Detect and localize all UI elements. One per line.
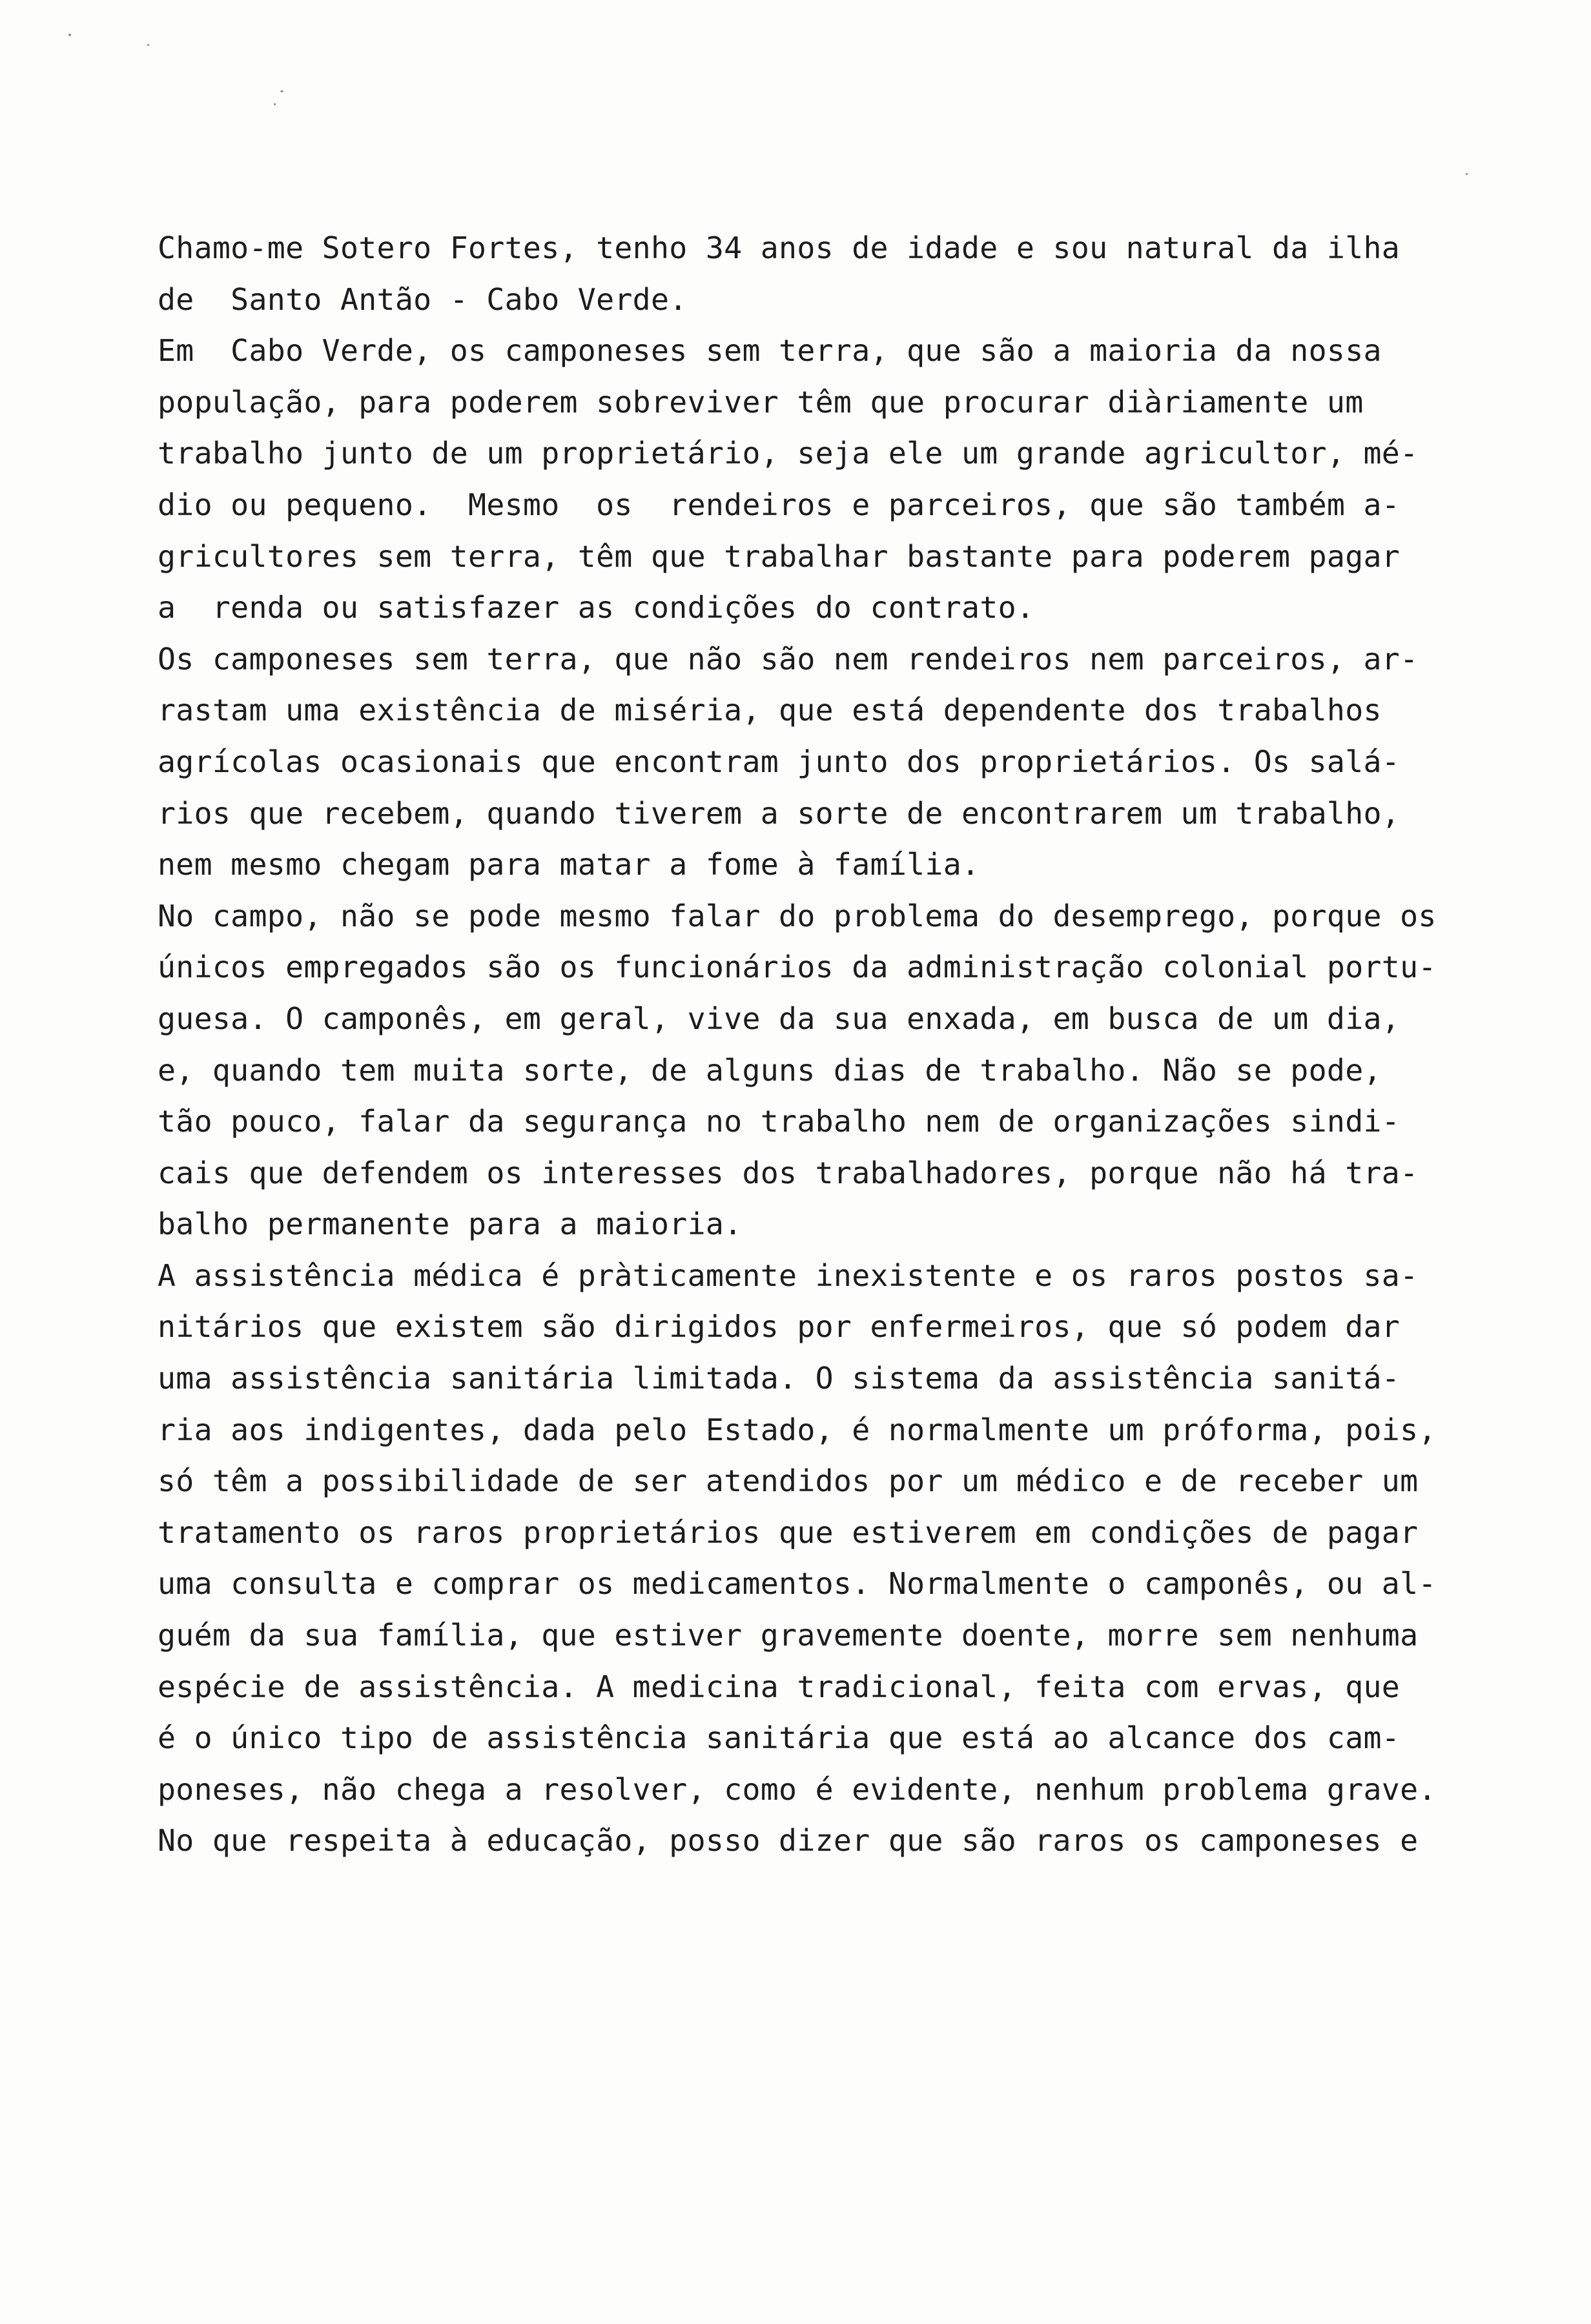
scan-speck [280,90,283,92]
text-line: espécie de assistência. A medicina tradicional, feita com ervas, que [158,1669,1401,1704]
text-line: guesa. O camponês, em geral, vive da sua enxada, em busca de um dia, [158,1001,1401,1036]
scan-speck [1466,173,1468,175]
text-line: é o único tipo de assistência sanitária que está ao alcance dos cam- [158,1720,1401,1756]
scan-speck [274,103,276,105]
text-line: a renda ou satisfazer as condições do contrato. [158,590,1035,626]
text-line: agrícolas ocasionais que encontram junto dos proprietários. Os salá- [158,744,1401,779]
text-line: No que respeita à educação, posso dizer que são raros os camponeses e [158,1823,1419,1859]
text-line: ria aos indigentes, dada pelo Estado, é normalmente um próforma, pois, [158,1412,1437,1447]
text-line: guém da sua família, que estiver gravemente doente, morre sem nenhuma [158,1618,1419,1653]
text-line: Chamo-me Sotero Fortes, tenho 34 anos de idade e sou natural da ilha [158,230,1401,265]
text-line: rastam uma existência de miséria, que está dependente dos trabalhos [158,693,1382,728]
text-line: uma assistência sanitária limitada. O sistema da assistência sanitá- [158,1361,1401,1396]
text-line: únicos empregados são os funcionários da administração colonial portu- [158,950,1437,985]
text-line: poneses, não chega a resolver, como é evidente, nenhum problema grave. [158,1771,1437,1807]
text-line: nitários que existem são dirigidos por enfermeiros, que só podem dar [158,1309,1401,1345]
text-line: gricultores sem terra, têm que trabalhar bastante para poderem pagar [158,538,1401,574]
text-line: A assistência médica é pràticamente inexistente e os raros postos sa- [158,1258,1419,1293]
text-line: uma consulta e comprar os medicamentos. Normalmente o camponês, ou al- [158,1566,1437,1602]
text-line: de Santo Antão - Cabo Verde. [158,281,688,317]
text-line: população, para poderem sobreviver têm que procurar diàriamente um [158,384,1364,420]
text-line: e, quando tem muita sorte, de alguns dias de trabalho. Não se pode, [158,1052,1382,1088]
text-line: tão pouco, falar da segurança no trabalho nem de organizações sindi- [158,1104,1401,1139]
typewritten-text [158,223,1501,1867]
text-line: dio ou pequeno. Mesmo os rendeiros e parceiros, que são também a- [158,487,1401,522]
text-line: trabalho junto de um proprietário, seja ele um grande agricultor, mé- [158,436,1419,471]
text-line: balho permanente para a maioria. [158,1207,743,1242]
text-line: só têm a possibilidade de ser atendidos por um médico e de receber um [158,1463,1419,1499]
text-line: nem mesmo chegam para matar a fome à família. [158,847,980,882]
text-line: Em Cabo Verde, os camponeses sem terra, que são a maioria da nossa [158,333,1382,369]
text-line: Os camponeses sem terra, que não são nem rendeiros nem parceiros, ar- [158,641,1419,677]
text-line: cais que defendem os interesses dos trabalhadores, porque não há tra- [158,1155,1419,1190]
scan-speck [68,34,71,36]
text-line: tratamento os raros proprietários que estiverem em condições de pagar [158,1514,1419,1550]
text-line: No campo, não se pode mesmo falar do problema do desemprego, porque os [158,898,1437,933]
scan-speck [147,44,149,46]
text-line: rios que recebem, quando tiverem a sorte de encontrarem um trabalho, [158,795,1401,831]
